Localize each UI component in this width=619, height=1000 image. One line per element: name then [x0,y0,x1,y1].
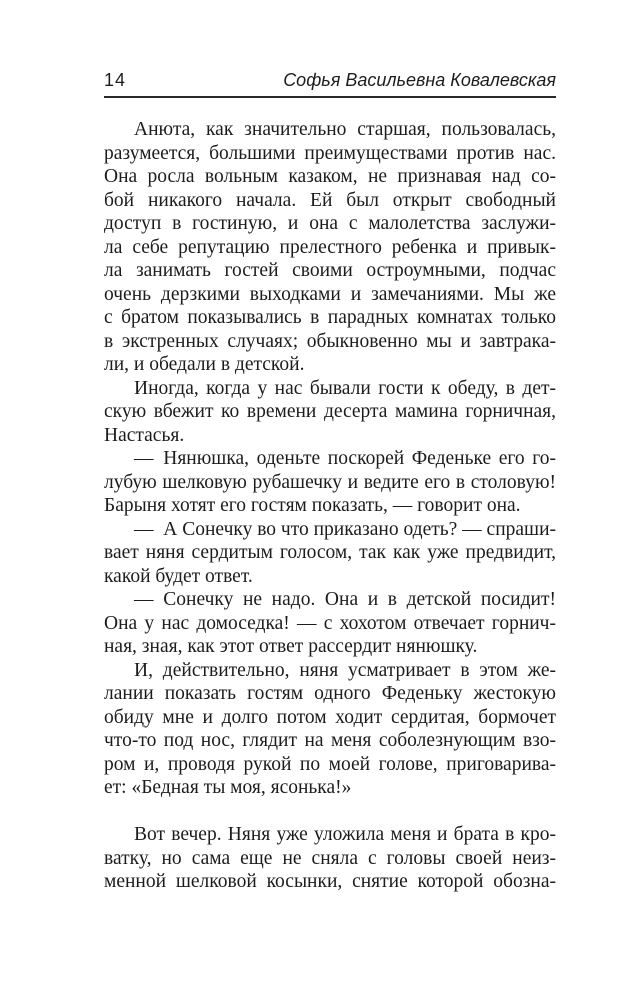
text-line: Анюта, как значительно старшая, пользовалась, [134,119,556,140]
text-line: в экстренных случаях; обыкновенно мы и завтрака- [104,330,556,352]
paragraph [104,518,556,589]
text-line: ром и, проводя рукой по моей голове, приговарива- [104,753,556,775]
text-line: И, действительно, няня усматривает в этом же- [134,659,556,681]
text-line: — Сонечку не надо. Она и в детской посидит! [134,589,556,610]
body-text [104,118,556,894]
text-line: очень дерзкими выходками и замечаниями. Мы же [104,283,556,305]
page-header [104,70,556,91]
text-line: разумеется, большими преимуществами против нас. [104,142,556,164]
text-line: ет: «Бедная ты моя, ясонька!» [104,777,352,798]
text-line: Она росла вольным казаком, не признавая над со- [104,166,556,187]
text-line: ватку, но сама еще не сняла с головы своей неиз- [104,847,556,869]
running-title: Софья Васильевна Ковалевская [283,70,556,90]
text-line: Вот вечер. Няня уже уложила меня и брата в кро- [134,824,556,845]
paragraph [104,659,556,800]
text-line: лании показать гостям одного Феденьку жестокую [104,683,556,704]
text-line: менной шелковой косынки, снятие которой обозна- [104,871,556,892]
paragraph [104,823,556,894]
text-line: ла занимать гостей своими остроумными, подчас [104,260,556,281]
text-line: бой никакого начала. Ей был открыт свободный [104,189,556,211]
text-line: Барыня хотят его гостям показать, — говорит она. [104,495,521,516]
text-line: вает няня сердитым голосом, так как уже предвидит, [104,542,556,563]
text-line: — Нянюшка, оденьте поскорей Феденьке его го- [134,448,556,469]
paragraph [104,118,556,377]
text-line: обиду мне и долго потом ходит сердитая, бормочет [104,706,556,728]
text-line: с братом показывались в парадных комнатах только [104,307,556,328]
text-line: Настасья. [104,424,185,446]
text-line: скую вбежит ко времени десерта мамина горничная, [104,401,556,422]
text-line: Иногда, когда у нас бывали гости к обеду, в дет- [134,377,556,399]
text-line: ла себе репутацию прелестного ребенка и привык- [104,236,556,258]
text-line: Она у нас домоседка! — с хохотом отвечает горнич- [104,612,556,634]
text-line: ли, и обедали в детской. [104,354,305,375]
text-line: ная, зная, как этот ответ рассердит нянюшку. [104,636,478,657]
paragraph [104,447,556,518]
text-line: что-то под нос, глядит на меня соболезнующим взо- [104,730,556,751]
text-line: — А Сонечку во что приказано одеть? — спраши- [134,518,556,540]
text-line: какой будет ответ. [104,565,253,587]
paragraph [104,377,556,448]
text-line: лубую шелковую рубашечку и ведите его в столовую! [104,471,556,493]
page-number: 14 [104,70,127,90]
paragraph [104,588,556,659]
text-line: доступ в гостиную, и она с малолетства заслужи- [104,213,556,234]
header-rule [104,96,556,98]
